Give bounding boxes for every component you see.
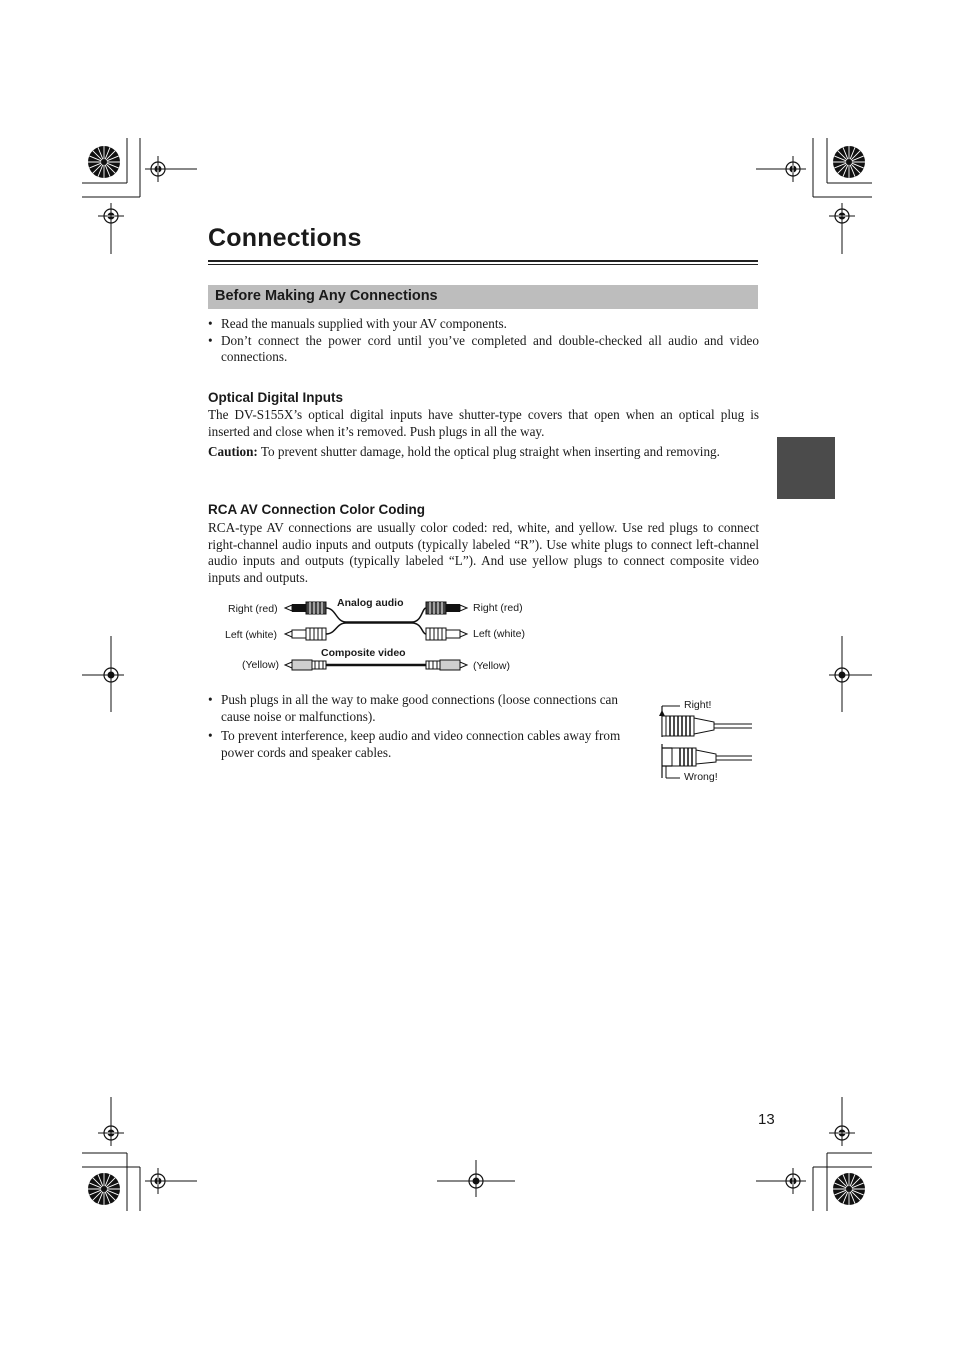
list-item: • Don’t connect the power cord until you’ve completed and double-checked all audio and video connections. bbox=[208, 333, 759, 366]
optical-heading: Optical Digital Inputs bbox=[208, 390, 344, 405]
right-white-plug bbox=[426, 628, 467, 640]
wrong-insertion-label: Wrong! bbox=[684, 771, 718, 783]
analog-audio-label: Analog audio bbox=[337, 597, 404, 609]
rca-heading: RCA AV Connection Color Coding bbox=[208, 502, 425, 517]
right-yellow-label: (Yellow) bbox=[473, 660, 510, 672]
analog-audio-cable bbox=[326, 608, 426, 634]
composite-video-label: Composite video bbox=[321, 647, 406, 659]
left-right-red-label: Right (red) bbox=[228, 603, 278, 615]
chapter-tab bbox=[777, 437, 835, 499]
rca-paragraph: RCA-type AV connections are usually color coded: red, white, and yellow. Use red plugs to connect right-channel audio inputs and outputs (typically labeled “R”). Use white plugs to connect left-channel audio inputs and outputs (typically labeled “L”). And use yellow plugs to connect composite video inputs and outputs. bbox=[208, 520, 759, 586]
optical-caution bbox=[208, 444, 759, 461]
section-heading-bar bbox=[208, 285, 758, 309]
right-insertion-label: Right! bbox=[684, 699, 712, 711]
right-red-plug bbox=[426, 602, 467, 614]
title-rule-thin bbox=[208, 264, 758, 265]
title-rule-thick bbox=[208, 260, 758, 262]
left-left-white-label: Left (white) bbox=[225, 629, 277, 641]
crop-mark-bottom-left bbox=[82, 1097, 197, 1211]
left-yellow-plug bbox=[285, 660, 326, 670]
caution-label: Caution: bbox=[208, 444, 258, 459]
left-red-plug bbox=[285, 602, 326, 614]
list-item: • To prevent interference, keep audio and video connection cables away from power cords and speaker cables. bbox=[208, 728, 634, 761]
optical-paragraph: The DV-S155X’s optical digital inputs have shutter-type covers that open when an optical plug is inserted and close when it’s removed. Push plugs in all the way. bbox=[208, 407, 759, 439]
tips-bullet-list bbox=[208, 692, 634, 762]
list-item: • Read the manuals supplied with your AV components. bbox=[208, 316, 759, 333]
list-item: • Push plugs in all the way to make good connections (loose connections can cause noise or malfunctions). bbox=[208, 692, 634, 725]
right-left-white-label: Left (white) bbox=[473, 628, 525, 640]
left-yellow-label: (Yellow) bbox=[242, 659, 279, 671]
right-right-red-label: Right (red) bbox=[473, 602, 523, 614]
crop-mark-top-right bbox=[756, 138, 872, 254]
crop-mark-bottom-center bbox=[437, 1160, 515, 1197]
page-number: 13 bbox=[758, 1111, 775, 1128]
left-white-plug bbox=[285, 628, 326, 640]
caution-text: To prevent shutter damage, hold the optical plug straight when inserting and removing. bbox=[257, 444, 720, 459]
intro-bullet-list bbox=[208, 316, 759, 366]
crop-mark-middle-right bbox=[829, 636, 872, 712]
section-heading: Before Making Any Connections bbox=[215, 288, 438, 304]
crop-mark-top-left bbox=[82, 138, 197, 254]
crop-mark-middle-left bbox=[82, 636, 124, 712]
page-title: Connections bbox=[208, 224, 362, 252]
right-yellow-plug bbox=[426, 660, 467, 670]
